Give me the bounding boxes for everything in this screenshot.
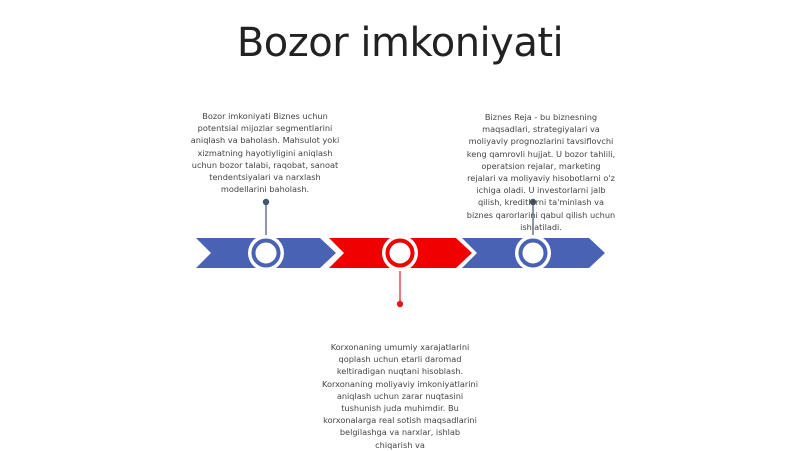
milestone-text-1: Bozor imkoniyati Biznes uchun potentsial mijozlar segmentlarini aniqlash va baholash. Mahsulot yoki xizmatning hayotiyligini aniqlash uchun bozor talabi, raqobat, sanoat tendentsiyalari va narxlash modellarini baholash. — [190, 111, 340, 195]
milestone-text-2: Biznes Reja - bu biznesning maqsadlari, strategiyalari va moliyaviy prognozlarini tavsiflovchi keng qamrovli hujjat. U bozor tahlili, operatsion rejalar, marketing rejalari va moliyaviy hisobotlarni o'z ichiga oladi. U investorlarni jalb qilish, kreditlarni ta'minlash va biznes qarorlarini qabul qilish uchun ishlatiladi. — [466, 112, 616, 232]
milestone-text-3: Korxonaning umumiy xarajatlarini qoplash uchun etarli daromad keltiradigan nuqtani hisoblash. Korxonaning moliyaviy imkoniyatlarini aniqlash uchun zarar nuqtasini tushunish juda muhimdir. Bu korxonalarga real sotish maqsadlarini belgilashga va narxlar, ishlab chiqarish va — [322, 342, 478, 450]
milestone-marker-2 — [382, 235, 418, 271]
slide-title: Bozor imkoniyati — [236, 20, 564, 66]
milestone-marker-1 — [248, 235, 284, 271]
milestone-marker-3 — [515, 235, 551, 271]
connector-dot-1 — [263, 199, 269, 205]
connector-dot-2 — [397, 301, 403, 307]
